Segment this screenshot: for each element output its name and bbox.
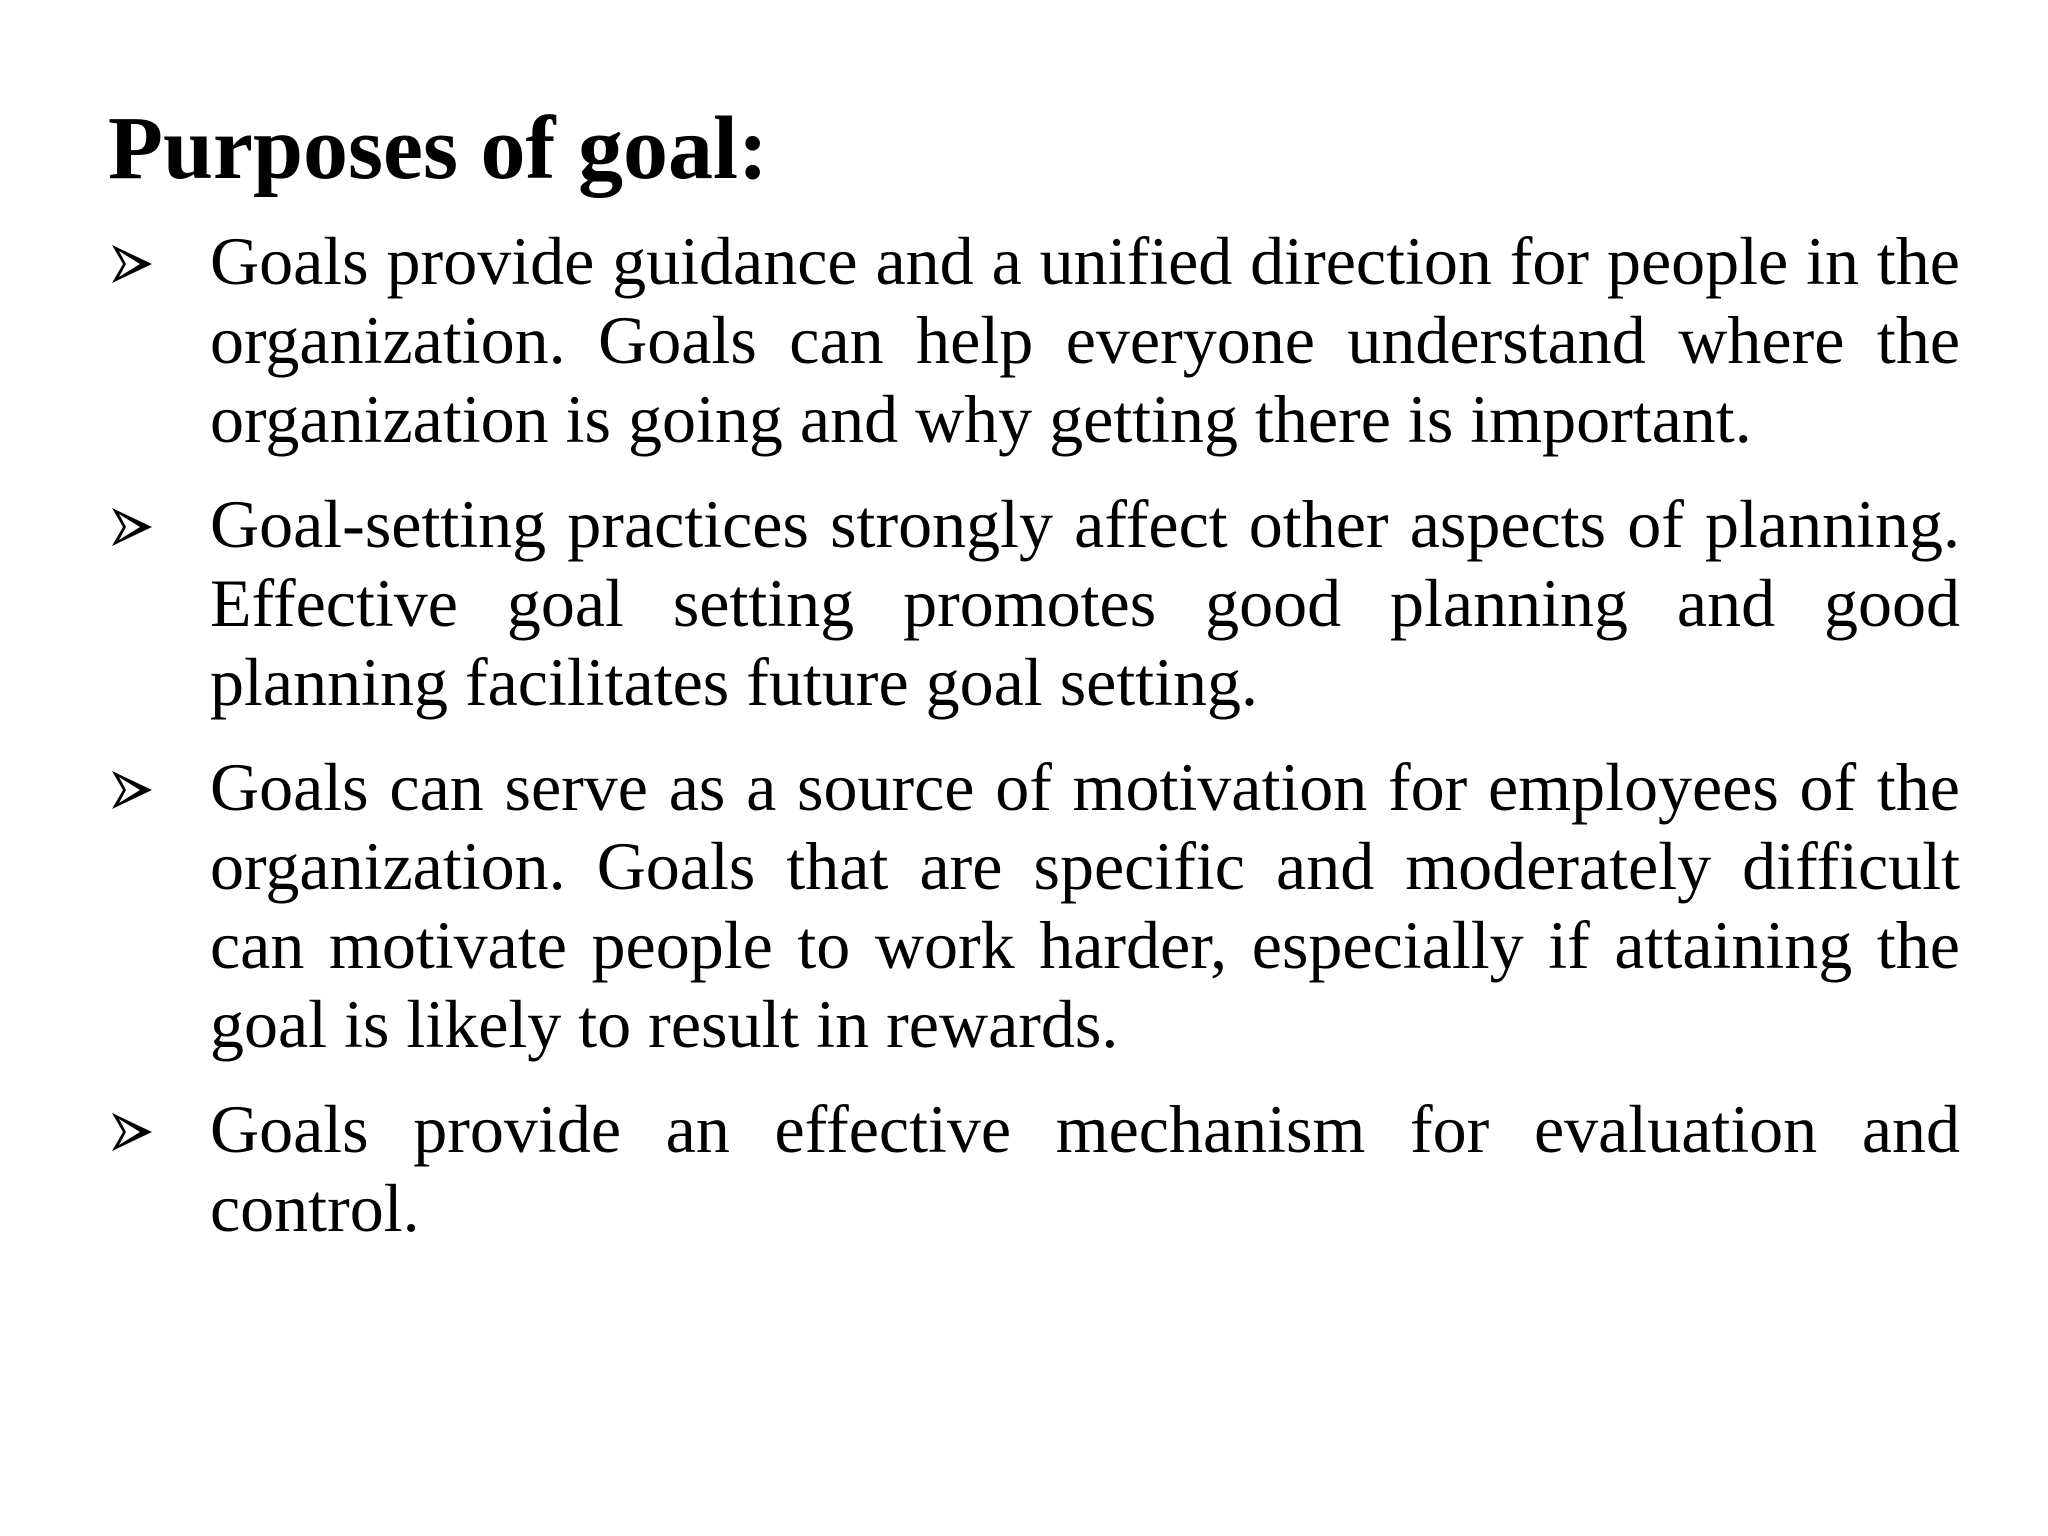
bullet-item bbox=[108, 222, 1960, 459]
arrowhead-bullet-icon bbox=[110, 242, 154, 286]
bullet-text: Goals can serve as a source of motivation for employees of the organization. Goals that are specific and moderately difficult can motivate people to work harder, especially if attaining the goal is likely to result in rewards. bbox=[210, 749, 1960, 1062]
arrowhead-bullet-icon bbox=[110, 768, 154, 812]
bullet-text: Goals provide guidance and a unified direction for people in the organization. Goals can help everyone understand where the organization is going and why getting there is important. bbox=[210, 223, 1960, 457]
bullet-item bbox=[108, 748, 1960, 1064]
arrowhead-bullet-icon bbox=[110, 505, 154, 549]
arrowhead-bullet-icon bbox=[110, 1110, 154, 1154]
bullet-text: Goal-setting practices strongly affect other aspects of planning. Effective goal setting promotes good planning and good planning facilitates future goal setting. bbox=[210, 486, 1960, 720]
bullet-text: Goals provide an effective mechanism for evaluation and control. bbox=[210, 1091, 1960, 1246]
bullet-list bbox=[108, 222, 1960, 1274]
bullet-item bbox=[108, 485, 1960, 722]
bullet-item bbox=[108, 1090, 1960, 1248]
slide-title: Purposes of goal: bbox=[108, 99, 768, 198]
